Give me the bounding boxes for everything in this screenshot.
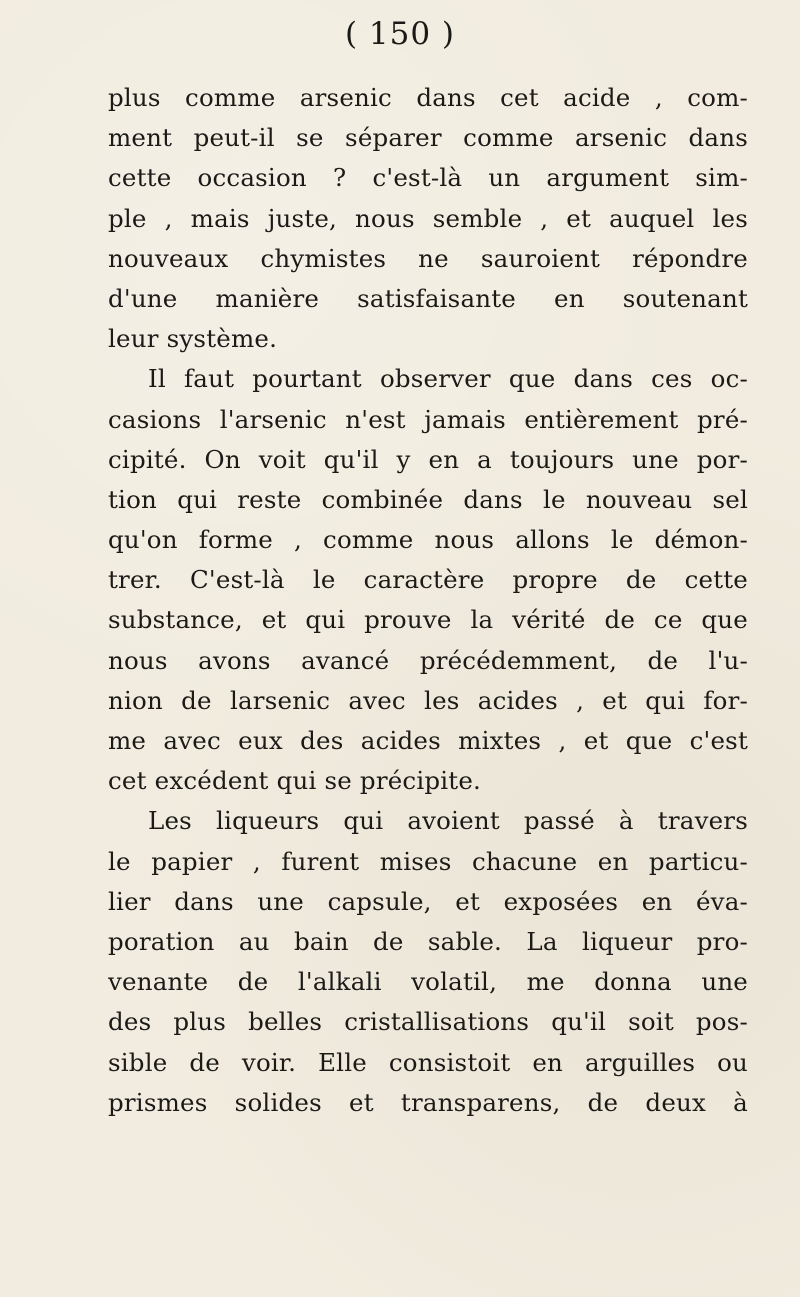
text-line: nion de larsenic avec les acides , et qui for- bbox=[108, 685, 748, 715]
text-line: lier dans une capsule, et exposées en éva- bbox=[108, 886, 748, 916]
text-line: trer. C'est-là le caractère propre de cette bbox=[108, 565, 748, 595]
text-line: prismes solides et transparens, de deux à bbox=[108, 1087, 748, 1117]
page-number: ( 150 ) bbox=[344, 16, 456, 52]
text-line: cipité. On voit qu'il y en a toujours une por- bbox=[108, 444, 748, 474]
text-line: plus comme arsenic dans cet acide , com- bbox=[108, 83, 748, 112]
paragraph-start-line: Les liqueurs qui avoient passé à travers bbox=[148, 806, 748, 836]
text-line: poration au bain de sable. La liqueur pro- bbox=[108, 926, 748, 956]
text-line: des plus belles cristallisations qu'il soit pos- bbox=[108, 1007, 748, 1037]
text-line: ment peut-il se séparer comme arsenic dans bbox=[108, 123, 748, 153]
text-line: sible de voir. Elle consistoit en arguilles ou bbox=[108, 1047, 748, 1077]
text-line: le papier , furent mises chacune en particu- bbox=[108, 846, 748, 876]
text-line: d'une manière satisfaisante en soutenant bbox=[108, 283, 748, 313]
text-line: tion qui reste combinée dans le nouveau sel bbox=[108, 484, 748, 514]
body-text bbox=[108, 78, 748, 1123]
text-line: nous avons avancé précédemment, de l'u- bbox=[108, 645, 748, 675]
text-line: cette occasion ? c'est-là un argument sim- bbox=[108, 163, 748, 193]
text-line: nouveaux chymistes ne sauroient répondre bbox=[108, 243, 748, 273]
text-line: cet excédent qui se précipite. bbox=[108, 766, 482, 796]
text-line: leur système. bbox=[108, 324, 278, 354]
text-line: casions l'arsenic n'est jamais entièrement pré- bbox=[108, 404, 748, 434]
text-line: ple , mais juste, nous semble , et auquel les bbox=[108, 203, 748, 233]
text-line: venante de l'alkali volatil, me donna une bbox=[108, 967, 748, 997]
text-line: me avec eux des acides mixtes , et que c'est bbox=[108, 726, 748, 755]
text-line: substance, et qui prouve la vérité de ce que bbox=[108, 605, 748, 635]
text-line: qu'on forme , comme nous allons le démon- bbox=[108, 525, 748, 555]
paragraph-start-line: Il faut pourtant observer que dans ces oc- bbox=[148, 364, 748, 394]
